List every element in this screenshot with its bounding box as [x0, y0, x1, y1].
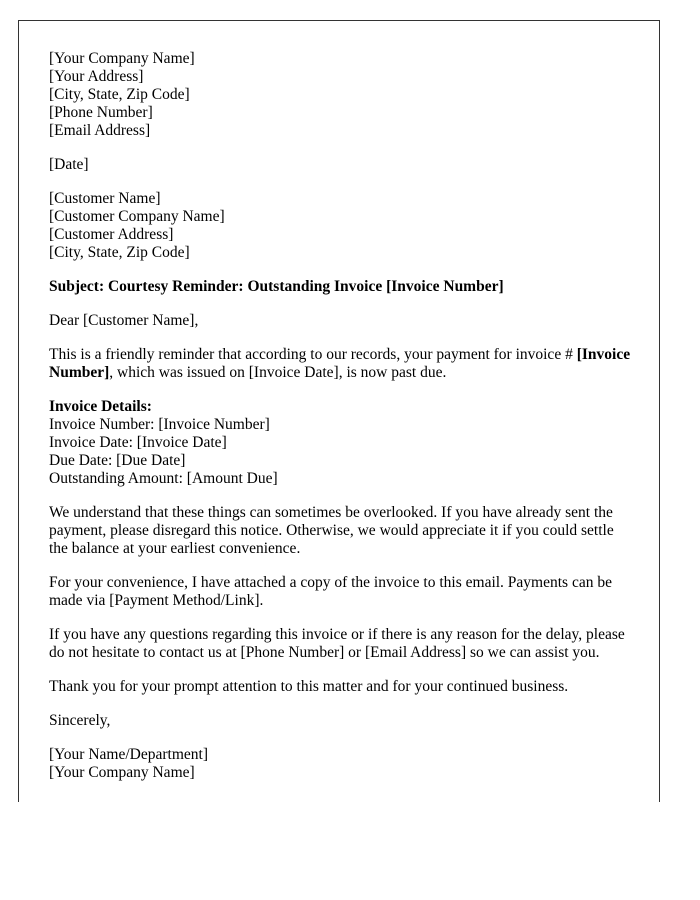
recipient-block — [49, 190, 631, 262]
detail-line: Invoice Date: [Invoice Date] — [49, 434, 227, 451]
sender-company: [Your Company Name] — [49, 50, 195, 67]
detail-line: Outstanding Amount: [Amount Due] — [49, 470, 278, 487]
invoice-details — [49, 398, 631, 488]
signature-name: [Your Name/Department] — [49, 746, 208, 763]
intro-text: This is a friendly reminder that according to our records, your payment for invoice # — [49, 346, 577, 363]
recipient-city: [City, State, Zip Code] — [49, 244, 190, 261]
detail-line: Due Date: [Due Date] — [49, 452, 186, 469]
body-paragraph: Thank you for your prompt attention to this matter and for your continued business. — [49, 678, 569, 695]
recipient-name: [Customer Name] — [49, 190, 161, 207]
date: [Date] — [49, 156, 89, 173]
body-paragraph: For your convenience, I have attached a copy of the invoice to this email. Payments can be made via [Payment Method/Link]. — [49, 574, 612, 609]
letter-page — [18, 20, 660, 802]
detail-line: Invoice Number: [Invoice Number] — [49, 416, 270, 433]
closing: Sincerely, — [49, 712, 111, 729]
body-paragraph: We understand that these things can sometimes be overlooked. If you have already sent the payment, please disregard this notice. Otherwise, we would appreciate it if you could settle the balance at your earliest convenience. — [49, 504, 614, 557]
sender-email: [Email Address] — [49, 122, 151, 139]
recipient-company: [Customer Company Name] — [49, 208, 225, 225]
sender-address: [Your Address] — [49, 68, 144, 85]
sender-phone: [Phone Number] — [49, 104, 153, 121]
signature-block — [49, 746, 631, 782]
intro-paragraph — [49, 346, 631, 382]
recipient-address: [Customer Address] — [49, 226, 174, 243]
details-heading: Invoice Details: — [49, 398, 152, 415]
subject-line: Subject: Courtesy Reminder: Outstanding Invoice [Invoice Number] — [49, 278, 504, 295]
salutation: Dear [Customer Name], — [49, 312, 199, 329]
signature-company: [Your Company Name] — [49, 764, 195, 781]
sender-block — [49, 50, 631, 140]
invoice-number: [Invoice Number] — [49, 346, 631, 381]
intro-text-end: , which was issued on [Invoice Date], is now past due. — [109, 364, 447, 381]
sender-city: [City, State, Zip Code] — [49, 86, 190, 103]
body-paragraph: If you have any questions regarding this invoice or if there is any reason for the delay, please do not hesitate to contact us at [Phone Number] or [Email Address] so we can assist you. — [49, 626, 625, 661]
